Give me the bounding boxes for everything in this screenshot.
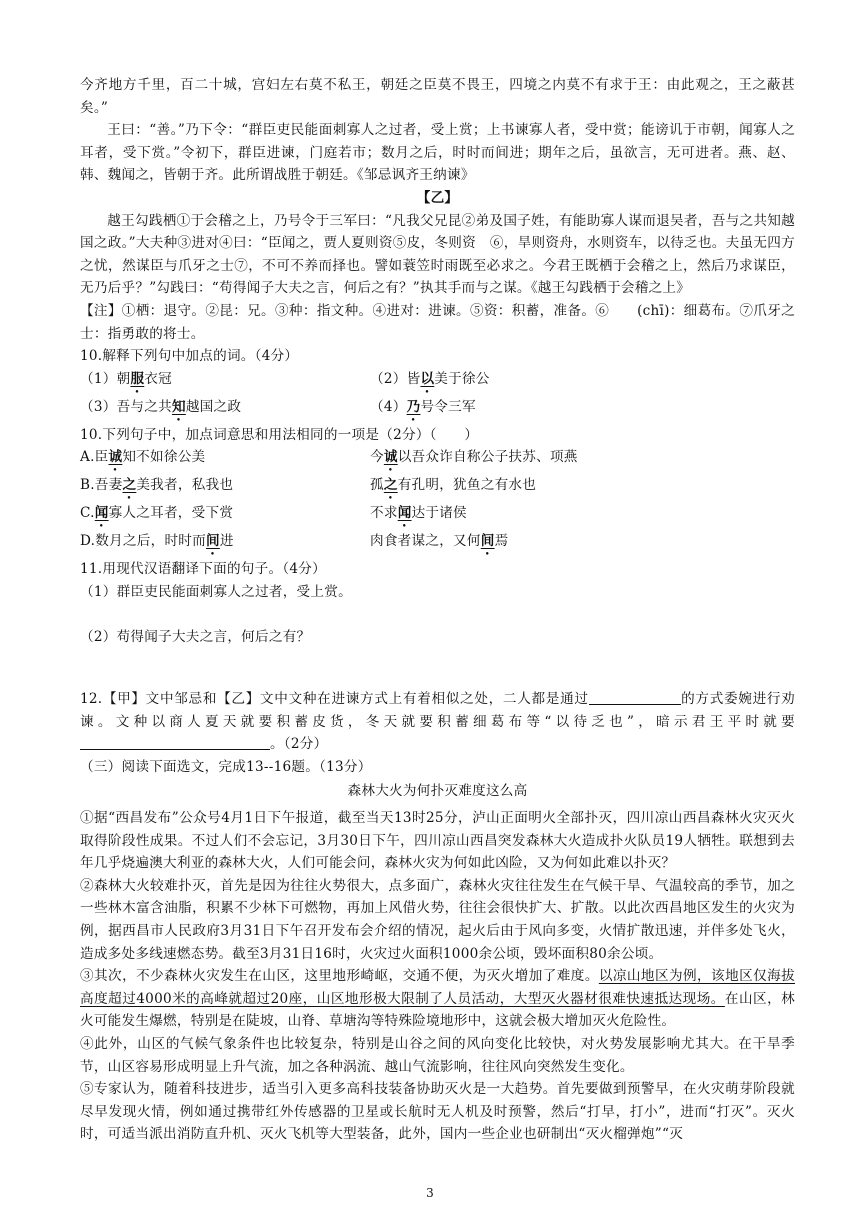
q11-answer-space-2 bbox=[80, 648, 795, 688]
q10b-stem: 10.下列句子中，加点词意思和用法相同的一项是（2分）（ ） bbox=[80, 426, 479, 443]
q11-sentence-1: （1）群臣吏民能面刺寡人之过者，受上赏。 bbox=[80, 583, 352, 600]
q10a-row-2 bbox=[80, 396, 795, 424]
q10a-item-1-dotted-word: 服 bbox=[130, 370, 145, 387]
q10b-b-left-post: 美我者，私我也 bbox=[136, 477, 234, 494]
article-title: 森林大火为何扑灭难度这么高 bbox=[347, 783, 528, 800]
q10a-item-4-dotted-word: 乃 bbox=[406, 398, 421, 415]
q10b-a-right-post: 以吾众诈自称公子扶苏、项燕 bbox=[397, 449, 578, 466]
article-paragraph-4: ④此外，山区的气候气象条件也比较复杂，特别是山谷之间的风向变化比较快，对火势发展影响尤其大。在干旱季节，山区容易形成明显上升气流，加之各种涡流、越山气流影响，往往风向突然发生变化。 bbox=[80, 1036, 795, 1075]
q10b-c-right-pre: 不求 bbox=[370, 505, 398, 522]
q11-stem: 11.用现代汉语翻译下面的句子。（4分） bbox=[80, 561, 326, 578]
q10a-item-4-pre: （4） bbox=[370, 398, 407, 415]
yi-heading: 【乙】 bbox=[416, 189, 459, 206]
q10b-d-right-post: 焉 bbox=[494, 533, 509, 550]
q12-part-2: 的方式委婉进行劝谏。文种以商人夏天就要积蓄皮货，冬天就要积蓄细葛布等“以待乏也”，暗示君王平时就要 bbox=[80, 691, 795, 730]
q10b-a-right-dotted-word: 诚 bbox=[383, 449, 398, 466]
q10a-item-2-pre: （2）皆 bbox=[370, 370, 421, 387]
section3-stem: （三）阅读下面选文，完成13--16题。（13分） bbox=[80, 758, 372, 775]
q10b-d-left-post: 进 bbox=[219, 533, 234, 550]
q10b-b-right-post: 有孔明，犹鱼之有水也 bbox=[397, 477, 537, 494]
q10a-item-3-post: 越国之政 bbox=[185, 398, 242, 415]
q12-answer-blank-1[interactable] bbox=[589, 690, 681, 705]
q10a-row-1 bbox=[80, 368, 795, 396]
article-paragraph-3-post: 在山区，林火可能发生爆燃，特别是在陡坡，山脊、草塘沟等特殊险境地形中，这就会极大增加灭火危险性。 bbox=[80, 990, 796, 1030]
q10b-option-c bbox=[80, 502, 795, 530]
q10a-item-1-pre: （1）朝 bbox=[80, 370, 131, 387]
q10a-item-2-dotted-word: 以 bbox=[420, 370, 435, 387]
q10a-item-2 bbox=[370, 368, 490, 396]
q10b-option-d bbox=[80, 530, 795, 558]
q10b-option-a bbox=[80, 446, 795, 474]
q10b-b-right-dotted-word: 之 bbox=[383, 477, 398, 494]
q10b-option-c-right bbox=[370, 502, 467, 530]
q10b-a-left-post: 知不如徐公美 bbox=[122, 449, 206, 466]
q10b-c-right-dotted-word: 闻 bbox=[397, 505, 412, 522]
q10b-option-d-left bbox=[80, 530, 370, 558]
q10a-item-3-dotted-word: 知 bbox=[171, 398, 186, 415]
q10b-d-left-pre: D.数月之后，时时而 bbox=[80, 533, 206, 550]
q10b-option-d-right bbox=[370, 530, 508, 558]
q12-part-1: 12.【甲】文中邹忌和【乙】文中文种在进谏方式上有着相似之处，二人都是通过 bbox=[80, 691, 589, 708]
q10b-c-left-pre: C. bbox=[80, 505, 95, 522]
q10b-a-left-pre: A.臣 bbox=[80, 449, 109, 466]
yi-note: 【注】①栖：退守。②昆：兄。③种：指文种。④进对：进谏。⑤资：积蓄，准备。⑥ (chī)：细葛布。⑦爪牙之士：指勇敢的将士。 bbox=[80, 302, 795, 342]
q10b-option-a-right bbox=[370, 446, 578, 474]
article-paragraph-2: ②森林大火较难扑灭，首先是因为往往火势很大，点多面广，森林火灾往往发生在气候干旱、气温较高的季节，加之一些林木富含油脂，积累不少林下可燃物，再加上风借火势，往往会很快扩大、扩散。以此次西昌地区发生的火灾为例，据西昌市人民政府3月31日下午召开发布会介绍的情况，起火后由于风向多变，火情扩散迅速，并伴多处飞火，造成多处多线速燃态势。截至3月31日16时，火灾过火面积1000余公顷，毁坏面积80余公顷。 bbox=[80, 877, 795, 962]
q11-sentence-2: （2）苟得闻子大夫之言，何后之有？ bbox=[80, 628, 311, 645]
article-paragraph-3-underlined: 以凉山地区为例，该地区仅海拔高度超过4000米的高峰就超过20座，山区地形极大限制了人员活动，大型灭火器材很难快速抵达现场。 bbox=[80, 968, 796, 1007]
q10a-item-2-post: 美于徐公 bbox=[434, 370, 490, 387]
q12-answer-blank-2[interactable] bbox=[80, 735, 270, 750]
q10b-option-c-left bbox=[80, 502, 370, 530]
jia-paragraph-1: 今齐地方千里，百二十城，宫妇左右莫不私王，朝廷之臣莫不畏王，四境之内莫不有求于王：由此观之，王之蔽甚矣。” bbox=[80, 77, 795, 116]
q10b-option-b-left bbox=[80, 474, 370, 502]
q10a-stem: 10.解释下列句中加点的词。（4分） bbox=[80, 348, 299, 365]
article-paragraph-5: ⑤专家认为，随着科技进步，适当引入更多高科技装备协助灭火是一大趋势。首先要做到预警早，在火灾萌芽阶段就尽早发现火情，例如通过携带红外传感器的卫星或长航时无人机及时预警，然后“打早，打小”，进而“打灭”。灭火时，可适当派出消防直升机、灭火飞机等大型装备，此外，国内一些企业也研制出“灭火榴弹炮”“灭 bbox=[80, 1081, 795, 1143]
q10b-d-right-pre: 肉食者谋之，又何 bbox=[370, 533, 481, 550]
article-paragraph-1: ①据“西昌发布”公众号4月1日下午报道，截至当天13时25分，泸山正面明火全部扑灭，四川凉山西昌森林火灾灭火取得阶段性成果。不过人们不会忘记，3月30日下午，四川凉山西昌突发森林大火造成扑火队员19人牺牲。联想到去年几乎烧遍澳大利亚的森林大火，人们可能会问，森林火灾为何如此凶险，又为何如此难以扑灭？ bbox=[80, 810, 795, 872]
jia-paragraph-2: 王曰：“善。”乃下令：“群臣吏民能面刺寡人之过者，受上赏；上书谏寡人者，受中赏；能谤讥于市朝，闻寡人之耳者，受下赏。”令初下，群臣进谏，门庭若市；数月之后，时时而间进；期年之后，虽欲言，无可进者。燕、赵、韩、魏闻之，皆朝于齐。此所谓战胜于朝廷。《邹忌讽齐王纳谏》 bbox=[80, 122, 795, 184]
q10b-option-b bbox=[80, 474, 795, 502]
article-paragraph-3 bbox=[80, 965, 795, 1033]
q10b-a-left-dotted-word: 诚 bbox=[108, 449, 123, 466]
q10b-option-a-left bbox=[80, 446, 370, 474]
q11-answer-space-1 bbox=[80, 604, 795, 626]
q10a-item-1-post: 衣冠 bbox=[144, 370, 172, 387]
q10a-item-3-pre: （3）吾与之共 bbox=[80, 398, 172, 415]
q10b-b-right-pre: 孤 bbox=[370, 477, 384, 494]
q10b-c-left-dotted-word: 闻 bbox=[94, 505, 109, 522]
q10a-item-4-post: 号令三军 bbox=[420, 398, 476, 415]
article-paragraph-3-pre: ③其次，不少森林火灾发生在山区，这里地形崎岖，交通不便，为灭火增加了难度。 bbox=[80, 968, 599, 985]
q10b-d-left-dotted-word: 间 bbox=[206, 533, 220, 550]
q10b-b-left-pre: B.吾妻 bbox=[80, 477, 123, 494]
q10b-b-left-dotted-word: 之 bbox=[122, 477, 137, 494]
q12-question bbox=[80, 688, 795, 756]
q10b-c-right-post: 达于诸侯 bbox=[411, 505, 467, 522]
q10b-c-left-post: 寡人之耳者，受下赏 bbox=[108, 505, 234, 522]
q10a-item-4 bbox=[370, 396, 476, 424]
q12-part-3: 。（2分） bbox=[270, 736, 328, 753]
q10a-item-1 bbox=[80, 368, 370, 396]
document-content bbox=[80, 74, 795, 1146]
yi-body: 越王勾践栖①于会稽之上，乃号令于三军曰：“凡我父兄昆②弟及国子姓，有能助寡人谋而退吴者，吾与之共知越国之政。”大夫种③进对④曰：“臣闻之，贾人夏则资⑤皮，冬则资 ⑥，旱则资舟，水则资车，以待乏也。夫虽无四方之忧，然谋臣与爪牙之士⑦，不可不养而择也。譬如蓑笠时雨既至必求之。今君王既栖于会稽之上，然后乃求谋臣，无乃后乎？”勾践曰：“苟得闻子大夫之言，何后之有？”执其手而与之谋。《越王勾践栖于会稽之上》 bbox=[80, 212, 795, 297]
q10b-d-right-dotted-word: 间 bbox=[480, 533, 495, 550]
q10b-option-b-right bbox=[370, 474, 536, 502]
page-number: 3 bbox=[426, 1186, 434, 1200]
q10b-a-right-pre: 今 bbox=[370, 449, 384, 466]
q10a-item-3 bbox=[80, 396, 370, 424]
